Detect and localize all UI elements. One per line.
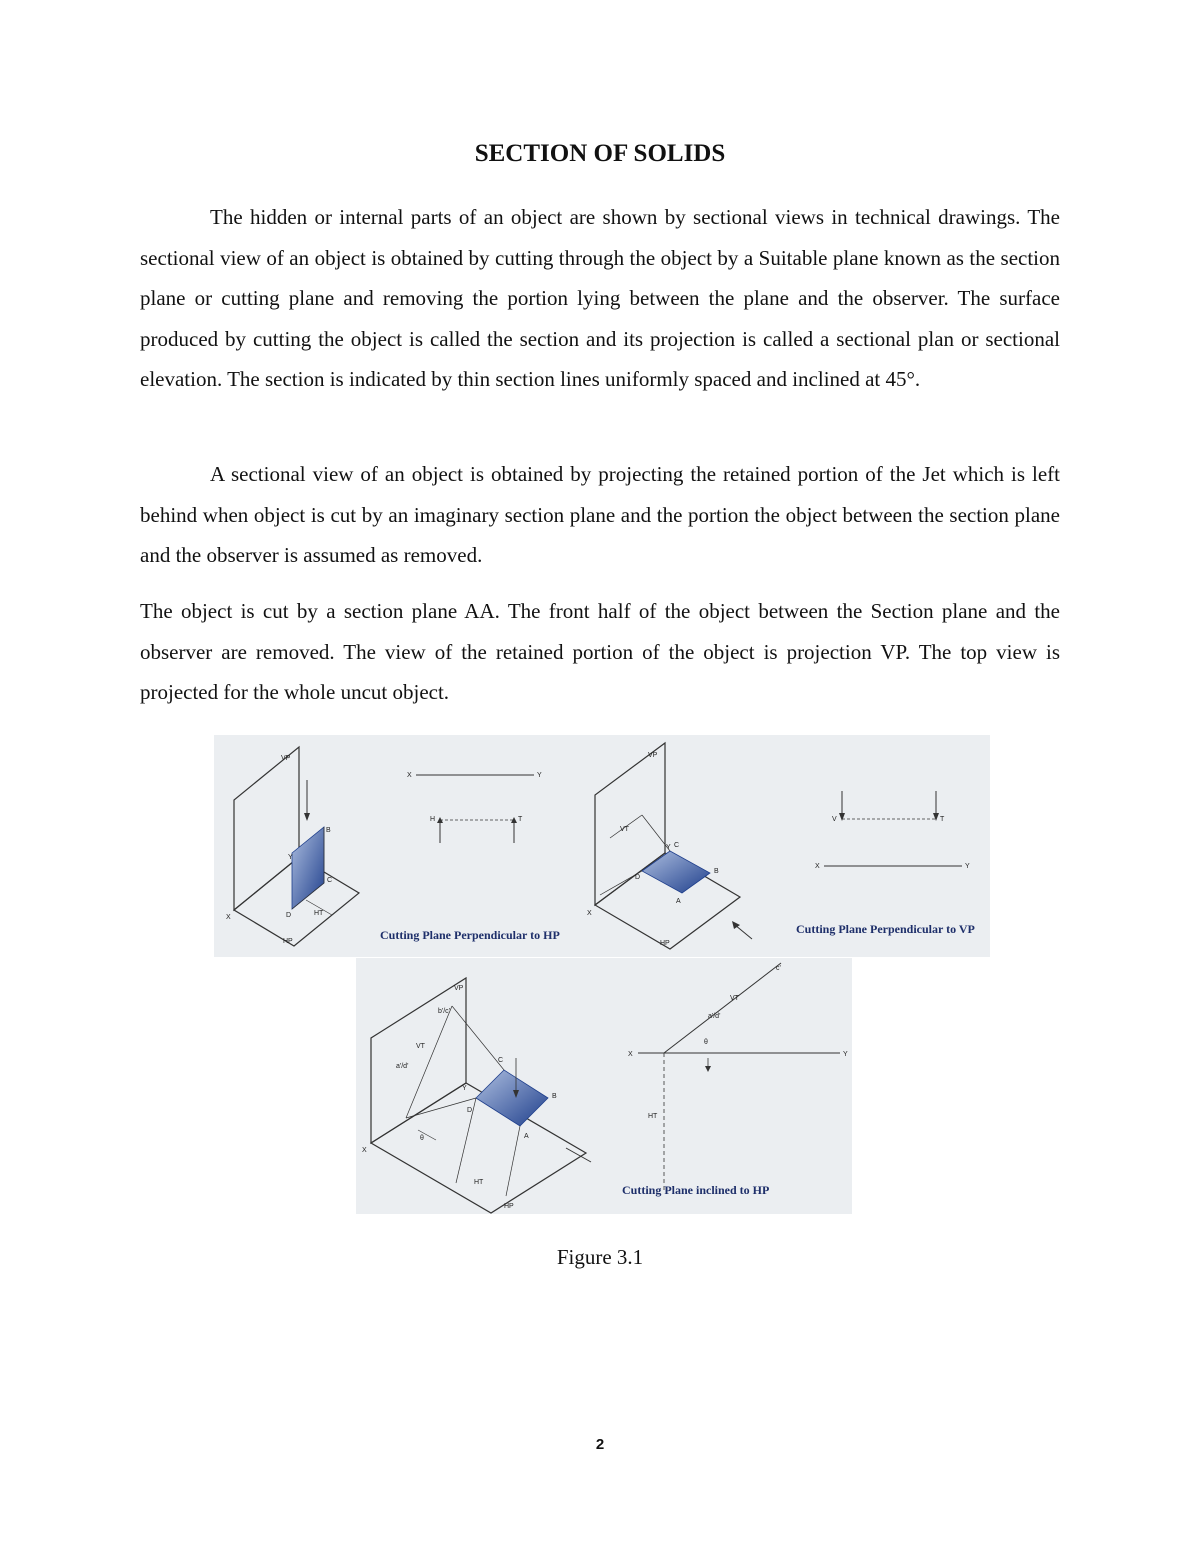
panel-a-caption: Cutting Plane Perpendicular to HP [380, 928, 560, 942]
panel-b-caption: Cutting Plane Perpendicular to VP [796, 922, 975, 936]
elev-h-label: H [430, 816, 436, 823]
elev-ht-label: HT [648, 1113, 658, 1120]
b-label: B [326, 827, 331, 834]
bc-label: b'/c' [438, 1008, 451, 1015]
c-label: C [327, 877, 333, 884]
ht-label: HT [314, 910, 324, 917]
elev-y-label: Y [965, 863, 970, 870]
elev-ad-label: a'/d' [708, 1013, 721, 1020]
y-label: Y [462, 1085, 467, 1092]
elev-v-label: V [832, 816, 837, 823]
page-title: SECTION OF SOLIDS [474, 140, 726, 167]
panel-c-caption: Cutting Plane inclined to HP [622, 1183, 770, 1197]
vp-label: VP [454, 985, 464, 992]
ad-label: a'/d' [396, 1063, 409, 1070]
vp-label: VP [281, 755, 291, 762]
elev-c-label: c' [776, 965, 781, 972]
b-label: B [714, 868, 719, 875]
page-number: 2 [595, 1436, 605, 1453]
elev-theta-label: θ [704, 1039, 708, 1046]
vp-label: VP [648, 752, 658, 759]
vt-label: VT [416, 1043, 425, 1050]
c-label: C [498, 1057, 504, 1064]
hp-label: HP [504, 1203, 514, 1210]
hp-label: HP [283, 938, 293, 945]
y-label: Y [666, 844, 671, 851]
hp-label: HP [660, 940, 670, 947]
a-label: A [676, 898, 681, 905]
d-label: D [286, 912, 292, 919]
x-label: X [362, 1147, 367, 1154]
theta-label: θ [420, 1135, 424, 1142]
elev-y-label: Y [843, 1051, 848, 1058]
y-label: Y [288, 854, 293, 861]
paragraph-section-plane: The object is cut by a section plane AA. The front half of the object between the Section plane and the observer are removed. The view of the retained portion of the object is projection VP. The top view is projected for the whole uncut object. [140, 599, 1060, 704]
vt-label: VT [620, 826, 629, 833]
figure-panel-perpendicular-hp [214, 735, 570, 957]
c-label: C [674, 842, 680, 849]
elev-vt-label: VT [730, 995, 739, 1002]
figure-panel-inclined-hp [356, 958, 852, 1214]
a-label: A [524, 1133, 529, 1140]
figure-panel-perpendicular-vp [570, 735, 990, 957]
d-label: D [635, 874, 641, 881]
ht-label: HT [474, 1179, 484, 1186]
d-label: D [467, 1107, 473, 1114]
elev-x-label: X [815, 863, 820, 870]
elev-t-label: T [940, 816, 945, 823]
x-label: X [226, 914, 231, 921]
b-label: B [552, 1093, 557, 1100]
elev-x-label: X [407, 772, 412, 779]
elev-y-label: Y [537, 772, 542, 779]
paragraph-intro: The hidden or internal parts of an object are shown by sectional views in technical drawings. The sectional view of an object is obtained by cutting through the object by a Suitable plane known as the section plane or cutting plane and removing the portion lying between the plane and the observer. The surface produced by cutting the object is called the section and its projection is called a sectional plan or sectional elevation. The section is indicated by thin section lines uniformly spaced and inclined at 45°. [140, 205, 1060, 391]
figure-caption: Figure 3.1 [556, 1245, 644, 1269]
x-label: X [587, 910, 592, 917]
elev-x-label: X [628, 1051, 633, 1058]
paragraph-sectional-view: A sectional view of an object is obtained by projecting the retained portion of the Jet which is left behind when object is cut by an imaginary section plane and the portion the object between the section plane and the observer is assumed as removed. [140, 462, 1060, 567]
elev-t-label: T [518, 816, 523, 823]
